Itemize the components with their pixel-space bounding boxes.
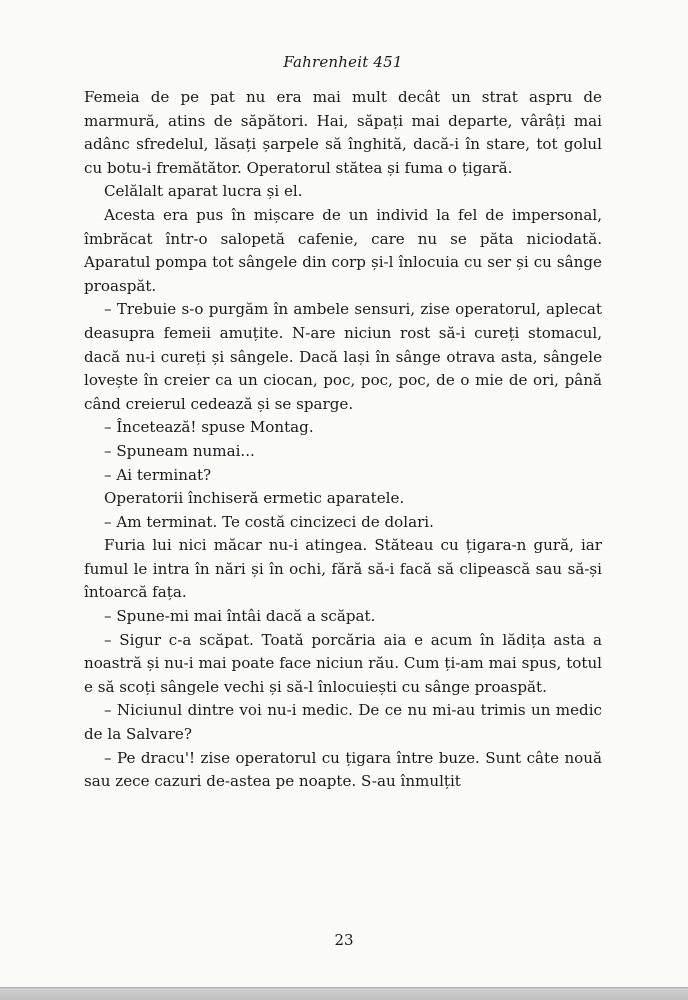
dialogue-paragraph: – Spuneam numai... — [104, 441, 255, 460]
body-text — [84, 86, 602, 794]
dialogue-paragraph: – Încetează! spuse Montag. — [104, 418, 314, 437]
dialogue-paragraph: – Sigur c-a scăpat. Toată porcăria aia e acum în lădița asta a noastră și nu-i mai poate face niciun rău. Cum ți-am mai spus, totul e să scoți sângele vechi și să-l înlocuiești cu sânge proaspăt. — [84, 630, 602, 696]
paragraph: Acesta era pus în mișcare de un individ la fel de impersonal, îmbrăcat într-o salopetă cafenie, care nu se păta niciodată. Aparatul pompa tot sângele din corp și-l înlocuia cu ser și cu sânge proaspăt. — [84, 205, 602, 295]
page-bottom-edge — [0, 987, 688, 1000]
paragraph: Femeia de pe pat nu era mai mult decât un strat aspru de marmură, atins de săpători. Hai, săpați mai departe, vârâți mai adânc sfredelul, lăsați șarpele să înghită, dacă-i în stare, tot golul cu botu-i fremătător. Operatorul stătea și fuma o țigară. — [84, 88, 602, 177]
dialogue-paragraph: – Trebuie s-o purgăm în ambele sensuri, zise operatorul, aplecat deasupra femeii amuțite. N-are niciun rost să-i cureți stomacul, dacă nu-i cureți și sângele. Dacă lași în sânge otrava asta, sângele lovește în creier ca un ciocan, poc, poc, poc, de o mie de ori, până când creierul cedează și se sparge. — [84, 300, 602, 413]
running-head-title: Fahrenheit 451 — [283, 53, 403, 71]
paragraph: Operatorii închiseră ermetic aparatele. — [104, 489, 405, 508]
page-number: 23 — [334, 931, 354, 949]
dialogue-paragraph: – Pe dracu'! zise operatorul cu țigara între buze. Sunt câte nouă sau zece cazuri de-astea pe noapte. S-au înmulțit — [84, 748, 602, 791]
dialogue-paragraph: – Niciunul dintre voi nu-i medic. De ce nu mi-au trimis un medic de la Salvare? — [84, 701, 602, 744]
dialogue-paragraph: – Ai terminat? — [104, 465, 212, 484]
paragraph: Furia lui nici măcar nu-i atingea. Stăteau cu țigara-n gură, iar fumul le intra în nări și în ochi, fără să-i facă să clipească sau să-și întoarcă fața. — [84, 536, 602, 602]
dialogue-paragraph: – Am terminat. Te costă cincizeci de dolari. — [104, 512, 434, 531]
paragraph: Celălalt aparat lucra și el. — [104, 182, 303, 201]
dialogue-paragraph: – Spune-mi mai întâi dacă a scăpat. — [104, 607, 376, 626]
